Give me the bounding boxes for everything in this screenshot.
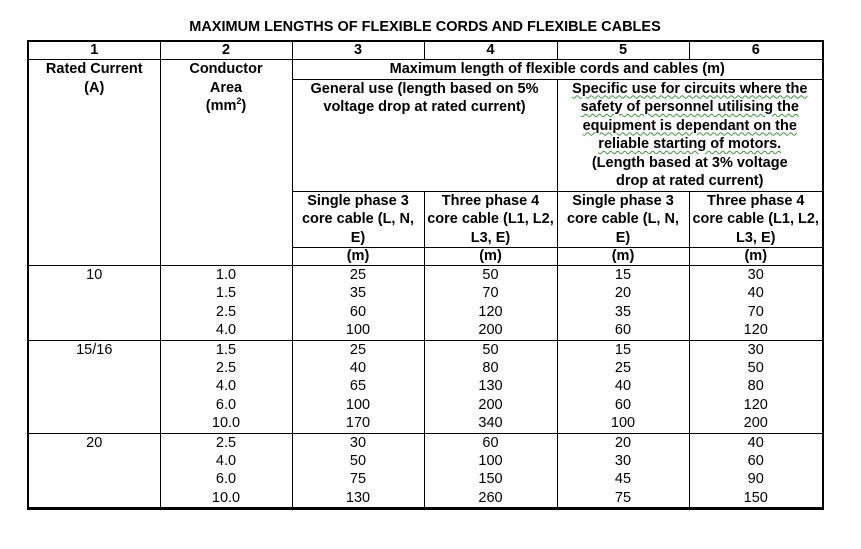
table-value: 25 — [349, 341, 367, 358]
table-value: 70 — [482, 285, 499, 302]
table-value: 1.5 — [215, 341, 237, 358]
table-value: 10.0 — [211, 415, 241, 432]
unit-label: (m) — [557, 248, 689, 266]
table-value: 150 — [743, 489, 768, 506]
table-value: 60 — [614, 396, 632, 413]
table-value: 6.0 — [215, 471, 237, 488]
general-single-phase-cell — [292, 266, 424, 341]
table-value: 40 — [747, 434, 764, 451]
table-value: 60 — [482, 434, 499, 451]
table-value: 6.0 — [215, 396, 237, 413]
unit-close: ) — [241, 98, 247, 114]
table-value: 15 — [614, 267, 632, 283]
table-value: 50 — [349, 453, 367, 470]
table-value: 100 — [345, 322, 371, 339]
table-value: 75 — [614, 489, 632, 506]
table-value: 100 — [345, 396, 371, 413]
rated-current-cell: 15/16 — [28, 340, 160, 433]
col-number: 3 — [292, 41, 424, 60]
table-title: MAXIMUM LENGTHS OF FLEXIBLE CORDS AND FLEXIBLE CABLES — [189, 19, 661, 35]
table-value: 260 — [478, 489, 503, 506]
table-value: 30 — [349, 434, 367, 451]
specific-single-phase-cell — [557, 433, 689, 509]
specific-single-phase-cell — [557, 266, 689, 341]
general-single-phase-cell — [292, 433, 424, 509]
table-value: 200 — [478, 322, 503, 339]
table-row-group — [28, 340, 823, 433]
conductor-label: Conductor — [189, 61, 263, 77]
table-value: 10.0 — [211, 489, 241, 506]
col-number: 1 — [28, 41, 160, 60]
table-value: 200 — [478, 396, 503, 413]
table-value: 120 — [743, 322, 768, 339]
col-number: 6 — [689, 41, 823, 60]
conductor-area-cell — [160, 340, 292, 433]
table-value: 75 — [349, 471, 367, 488]
table-value: 35 — [614, 303, 632, 320]
table-value: 120 — [743, 396, 768, 413]
table-value: 2.5 — [215, 360, 237, 377]
col-number: 5 — [557, 41, 689, 60]
table-value: 150 — [478, 471, 503, 488]
rated-current-cell: 20 — [28, 433, 160, 509]
table-value: 4.0 — [215, 322, 237, 339]
table-value: 100 — [478, 453, 503, 470]
table-value: 20 — [614, 434, 632, 451]
table-value: 80 — [482, 360, 499, 377]
table-value: 120 — [478, 303, 503, 320]
unit-superscript: 2 — [236, 96, 242, 107]
table-value: 100 — [610, 415, 636, 432]
table-value: 35 — [349, 285, 367, 302]
table-value: 40 — [614, 378, 632, 395]
table-value: 90 — [747, 471, 764, 488]
table-value: 50 — [747, 360, 764, 377]
area-label: Area — [209, 79, 243, 96]
table-value: 60 — [614, 322, 632, 339]
general-three-phase-cell — [424, 266, 557, 341]
table-value: 40 — [349, 360, 367, 377]
table-value: 2.5 — [215, 434, 237, 451]
table-value: 1.0 — [215, 267, 237, 283]
header-row-1 — [28, 60, 823, 80]
table-value: 30 — [614, 453, 632, 470]
area-unit — [163, 97, 290, 116]
table-value: 130 — [345, 489, 371, 506]
table-value: 80 — [747, 378, 764, 395]
table-value: 65 — [349, 378, 367, 395]
table-value: 60 — [349, 303, 367, 320]
general-three-phase-cell — [424, 433, 557, 509]
unit-label: (m) — [292, 248, 424, 266]
table-value: 20 — [614, 285, 632, 302]
table-value: 60 — [747, 453, 764, 470]
specific-three-phase-cell — [689, 340, 823, 433]
rated-current-unit: (A) — [84, 79, 105, 96]
col-number: 2 — [160, 41, 292, 60]
table-value: 25 — [349, 267, 367, 283]
unit-label: (m) — [424, 248, 557, 266]
column-number-row — [28, 41, 823, 60]
conductor-area-cell — [160, 266, 292, 341]
table-value: 4.0 — [215, 378, 237, 395]
table-value: 170 — [345, 415, 371, 432]
table-value: 50 — [482, 267, 499, 283]
single-phase-header-specific: Single phase 3 core cable (L, N, E) — [557, 191, 689, 248]
table-value: 15 — [614, 341, 632, 358]
max-lengths-table — [27, 40, 824, 510]
table-value: 50 — [482, 341, 499, 358]
max-length-header: Maximum length of flexible cords and cables (m) — [292, 60, 823, 80]
table-value: 25 — [614, 360, 632, 377]
specific-use-note: (Length based at 3% voltage drop at rated current) — [591, 154, 788, 189]
table-value: 2.5 — [215, 303, 237, 320]
specific-use-header — [557, 79, 823, 191]
table-value: 4.0 — [215, 453, 237, 470]
general-single-phase-cell — [292, 340, 424, 433]
table-row-group — [28, 433, 823, 509]
table-value: 1.5 — [215, 285, 237, 302]
table-row-group — [28, 266, 823, 341]
specific-single-phase-cell — [557, 340, 689, 433]
conductor-area-cell — [160, 433, 292, 509]
col-number: 4 — [424, 41, 557, 60]
three-phase-header-general: Three phase 4 core cable (L1, L2, L3, E) — [424, 191, 557, 248]
single-phase-header-general: Single phase 3 core cable (L, N, E) — [292, 191, 424, 248]
rated-current-cell: 10 — [28, 266, 160, 341]
rated-current-label: Rated Current — [45, 61, 143, 77]
specific-three-phase-cell — [689, 266, 823, 341]
rated-current-header — [28, 60, 160, 266]
conductor-area-header — [160, 60, 292, 266]
table-value: 30 — [747, 267, 764, 283]
specific-three-phase-cell — [689, 433, 823, 509]
three-phase-header-specific: Three phase 4 core cable (L1, L2, L3, E) — [689, 191, 823, 248]
table-value: 40 — [747, 285, 764, 302]
table-value: 45 — [614, 471, 632, 488]
unit-text: (mm — [205, 98, 237, 114]
table-value: 130 — [478, 378, 503, 395]
general-use-header: General use (length based on 5% voltage drop at rated current) — [292, 79, 557, 191]
table-value: 30 — [747, 341, 764, 358]
table-value: 70 — [747, 303, 764, 320]
unit-label: (m) — [689, 248, 823, 266]
table-value: 200 — [743, 415, 768, 432]
specific-use-text: Specific use for circuits where the safety of personnel utilising the equipment is dependant on the reliable starting of motors. — [572, 80, 808, 152]
table-value: 340 — [478, 415, 503, 432]
general-three-phase-cell — [424, 340, 557, 433]
